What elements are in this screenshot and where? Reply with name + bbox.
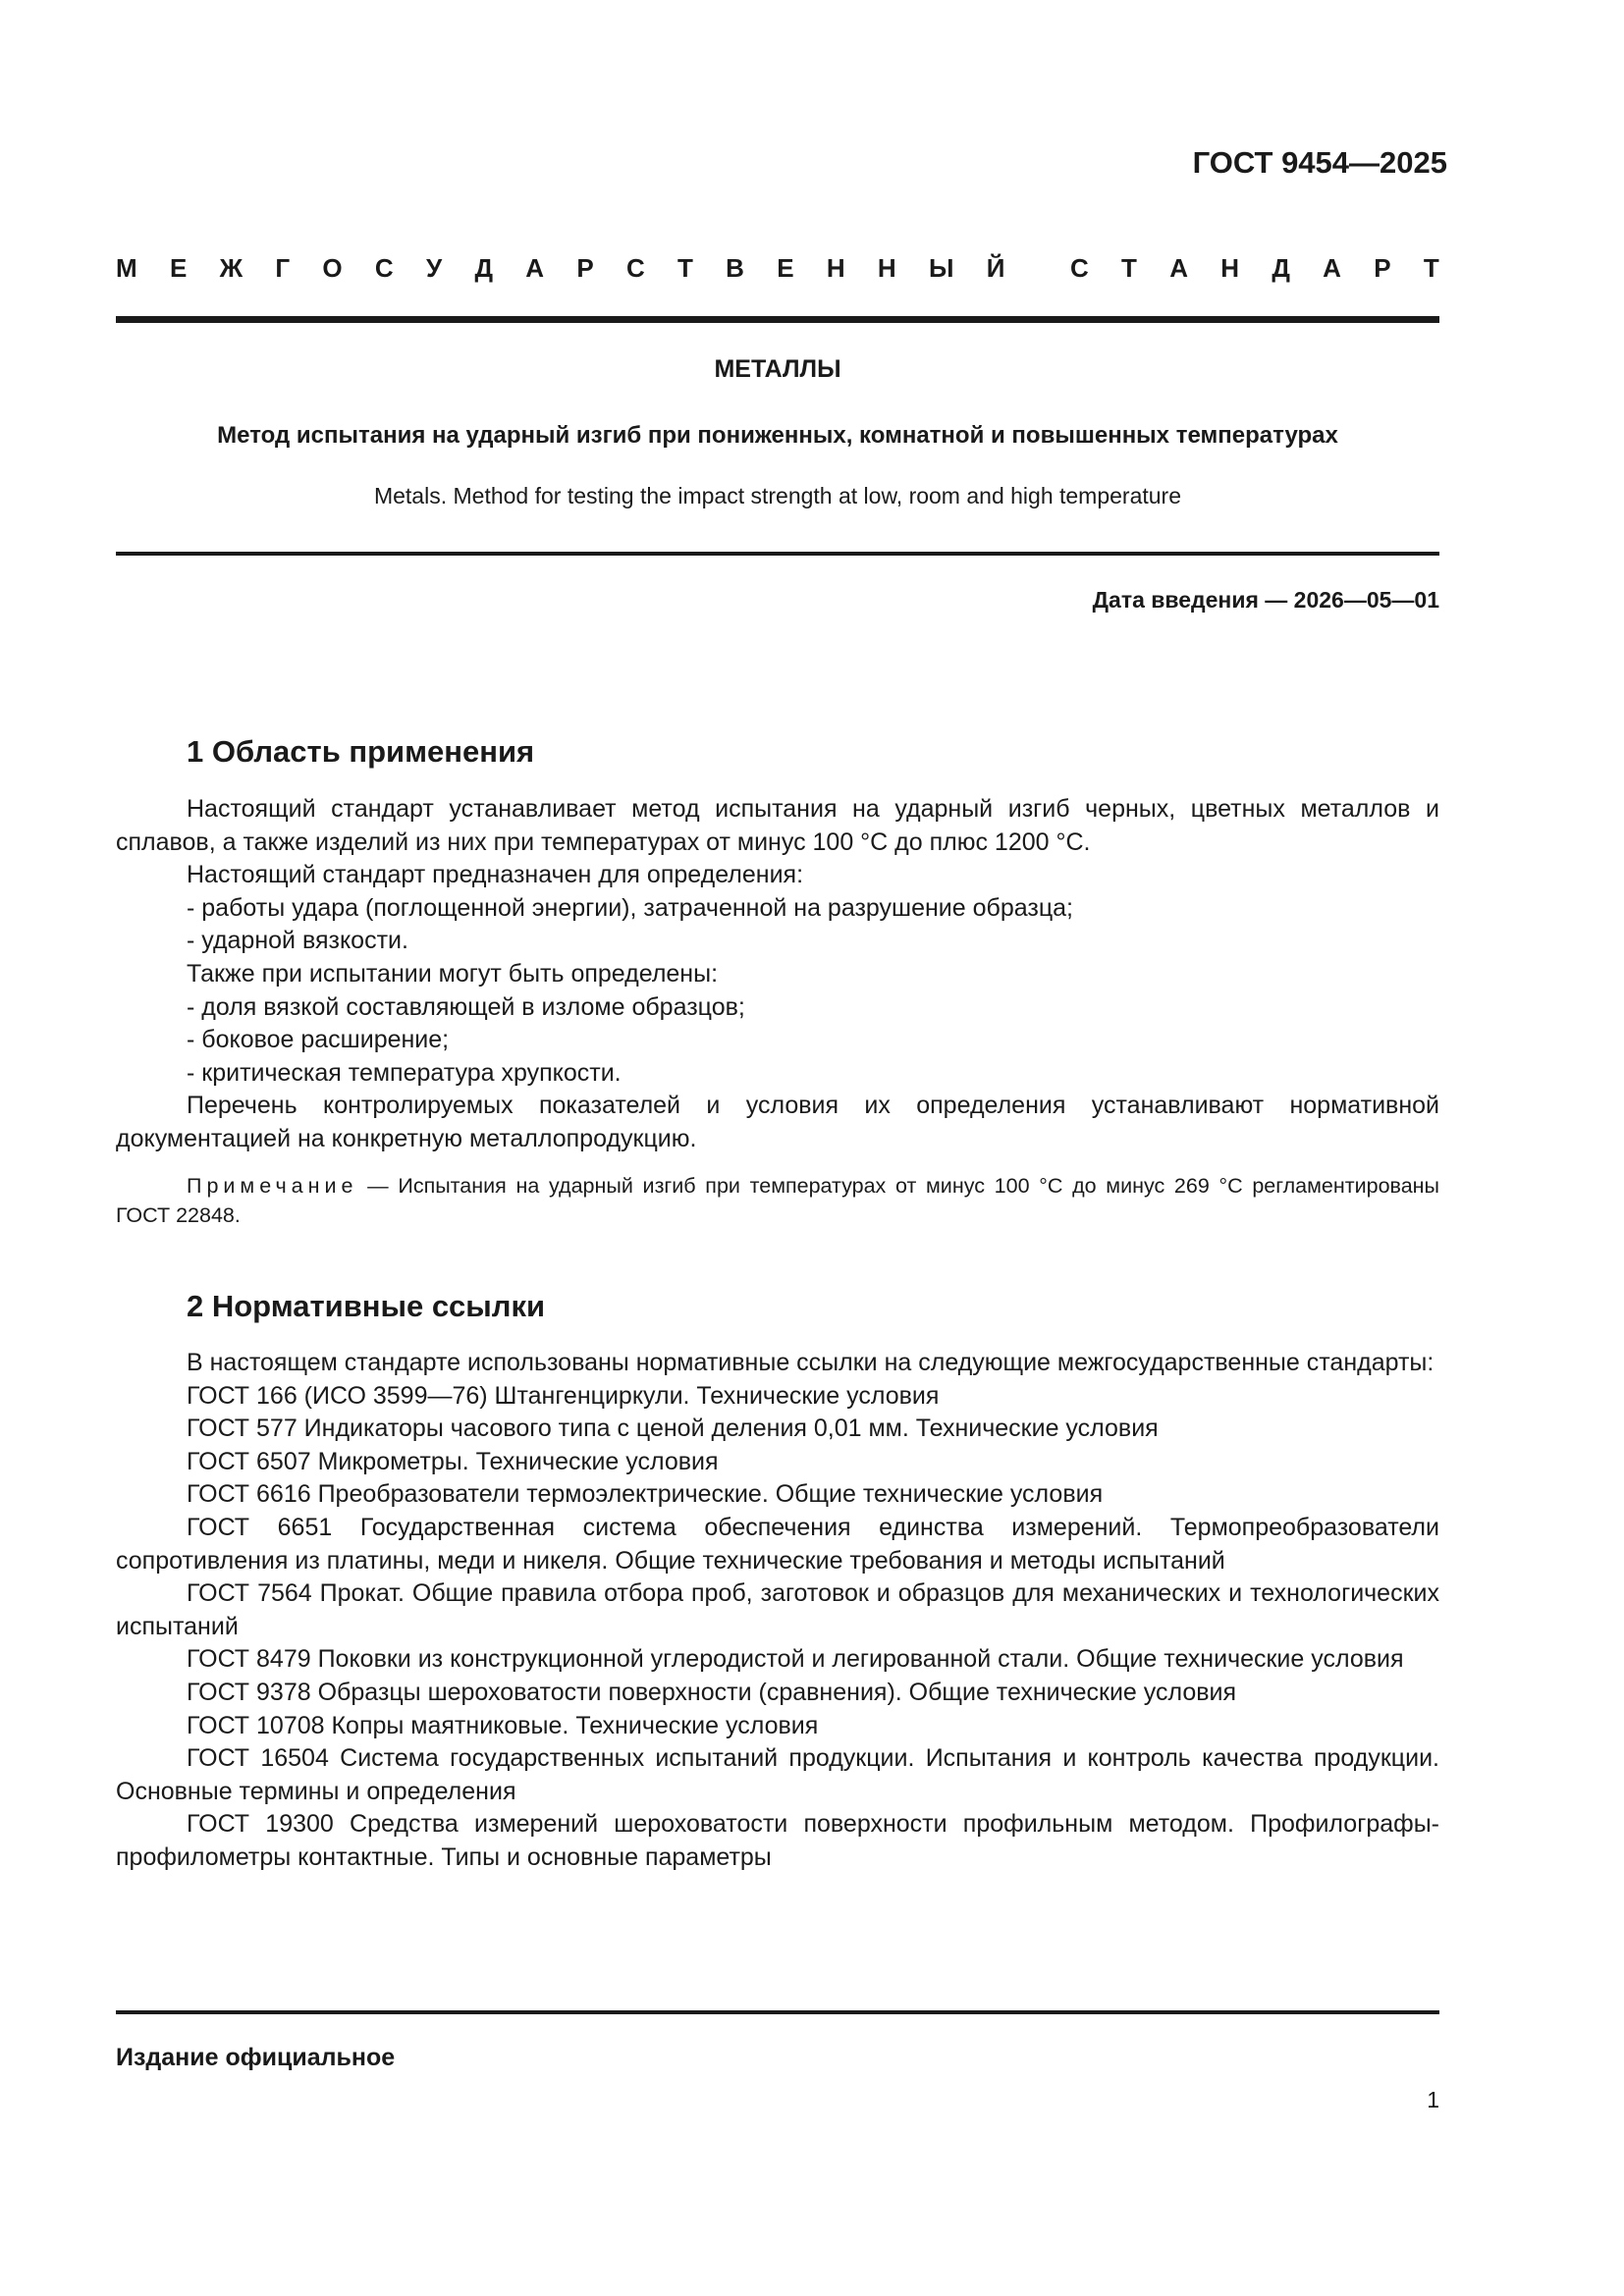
section-1-body [116, 793, 1439, 1156]
interstate-letter: Т [1423, 253, 1439, 283]
standard-subtitle: Метод испытания на ударный изгиб при пониженных, комнатной и повышенных температурах [217, 422, 1338, 449]
interstate-letter: Н [826, 253, 845, 283]
section-2-heading: 2 Нормативные ссылки [187, 1289, 546, 1323]
introduction-date: Дата введения — 2026—05—01 [1092, 587, 1439, 613]
paragraph: Настоящий стандарт устанавливает метод испытания на ударный изгиб черных, цветных металлов и сплавов, а также изделий из них при температурах от минус 100 °С до плюс 1200 °С. [116, 795, 1439, 856]
reference-item: ГОСТ 10708 Копры маятниковые. Технические условия [187, 1711, 819, 1739]
list-item: - боковое расширение; [187, 1026, 450, 1054]
section-1-heading: 1 Область применения [187, 734, 535, 769]
interstate-letter: У [425, 253, 443, 283]
paragraph: Также при испытании могут быть определены: [187, 959, 719, 988]
interstate-letter: М [116, 253, 137, 283]
interstate-letter: Р [576, 253, 594, 283]
title-divider [116, 552, 1439, 556]
reference-item: ГОСТ 577 Индикаторы часового типа с ценой деления 0,01 мм. Технические условия [187, 1415, 1159, 1443]
interstate-letter: Ж [219, 253, 244, 283]
reference-item: ГОСТ 9378 Образцы шероховатости поверхности (сравнения). Общие технические условия [187, 1678, 1237, 1706]
reference-item: ГОСТ 6651 Государственная система обеспечения единства измерений. Термопреобразователи сопротивления из платины, меди и никеля. Общие технические требования и методы испытаний [116, 1513, 1439, 1575]
reference-item: ГОСТ 6507 Микрометры. Технические условия [187, 1447, 719, 1475]
interstate-letter: А [1169, 253, 1188, 283]
paragraph: В настоящем стандарте использованы нормативные ссылки на следующие межгосударственные стандарты: [187, 1349, 1435, 1376]
interstate-letter: Д [474, 253, 493, 283]
interstate-letter: В [726, 253, 744, 283]
interstate-letter: Т [677, 253, 693, 283]
interstate-letter: Е [169, 253, 188, 283]
list-item: - критическая температура хрупкости. [187, 1058, 622, 1087]
reference-item: ГОСТ 6616 Преобразователи термоэлектрические. Общие технические условия [187, 1480, 1104, 1509]
document-number: ГОСТ 9454—2025 [1192, 145, 1447, 180]
interstate-letter: С [625, 253, 645, 283]
note-text: — Испытания на ударный изгиб при температурах от минус 100 °С до минус 269 °С регламентированы ГОСТ 22848. [116, 1174, 1439, 1227]
interstate-letter: Е [777, 253, 794, 283]
list-item: - доля вязкой составляющей в изломе образцов; [187, 992, 745, 1021]
paragraph: Настоящий стандарт предназначен для определения: [187, 861, 804, 889]
interstate-letter: Д [1272, 253, 1290, 283]
section-1-note [116, 1171, 1439, 1230]
reference-item: ГОСТ 16504 Система государственных испытаний продукции. Испытания и контроль качества продукции. Основные термины и определения [116, 1744, 1439, 1805]
reference-item: ГОСТ 166 (ИСО 3599—76) Штангенциркули. Технические условия [187, 1381, 940, 1410]
english-title: Metals. Method for testing the impact strength at low, room and high temperature [373, 483, 1182, 508]
header-thick-divider [116, 316, 1439, 323]
list-item: - ударной вязкости. [187, 927, 408, 955]
interstate-letter: Р [1374, 253, 1391, 283]
interstate-letter: Н [1220, 253, 1240, 283]
note-label: Примечание [187, 1174, 358, 1198]
list-item: - работы удара (поглощенной энергии), затраченной на разрушение образца; [187, 893, 1074, 922]
interstate-letter: А [1323, 253, 1341, 283]
reference-item: ГОСТ 19300 Средства измерений шероховатости поверхности профильным методом. Профилографы-профилометры контактные. Типы и основные параметры [116, 1810, 1439, 1871]
interstate-letter: Ы [928, 253, 954, 283]
footer-divider [116, 2010, 1439, 2014]
interstate-standard-heading [116, 253, 1439, 284]
interstate-letter: Й [986, 253, 1005, 283]
interstate-letter: Т [1121, 253, 1137, 283]
reference-item: ГОСТ 7564 Прокат. Общие правила отбора проб, заготовок и образцов для механических и технологических испытаний [116, 1579, 1439, 1640]
section-2-body [116, 1347, 1439, 1875]
page-number: 1 [1427, 2087, 1439, 2112]
interstate-letter: О [322, 253, 343, 283]
official-edition-label: Издание официальное [116, 2044, 396, 2071]
standard-title: МЕТАЛЛЫ [714, 355, 841, 383]
paragraph: Перечень контролируемых показателей и условия их определения устанавливают нормативной документацией на конкретную металлопродукцию. [116, 1092, 1439, 1152]
reference-item: ГОСТ 8479 Поковки из конструкционной углеродистой и легированной стали. Общие технические условия [187, 1645, 1404, 1674]
interstate-letter: Н [877, 253, 896, 283]
interstate-letter: С [374, 253, 394, 283]
interstate-letter: А [525, 253, 545, 283]
interstate-letter: Г [275, 253, 291, 283]
interstate-letter: С [1069, 253, 1089, 283]
